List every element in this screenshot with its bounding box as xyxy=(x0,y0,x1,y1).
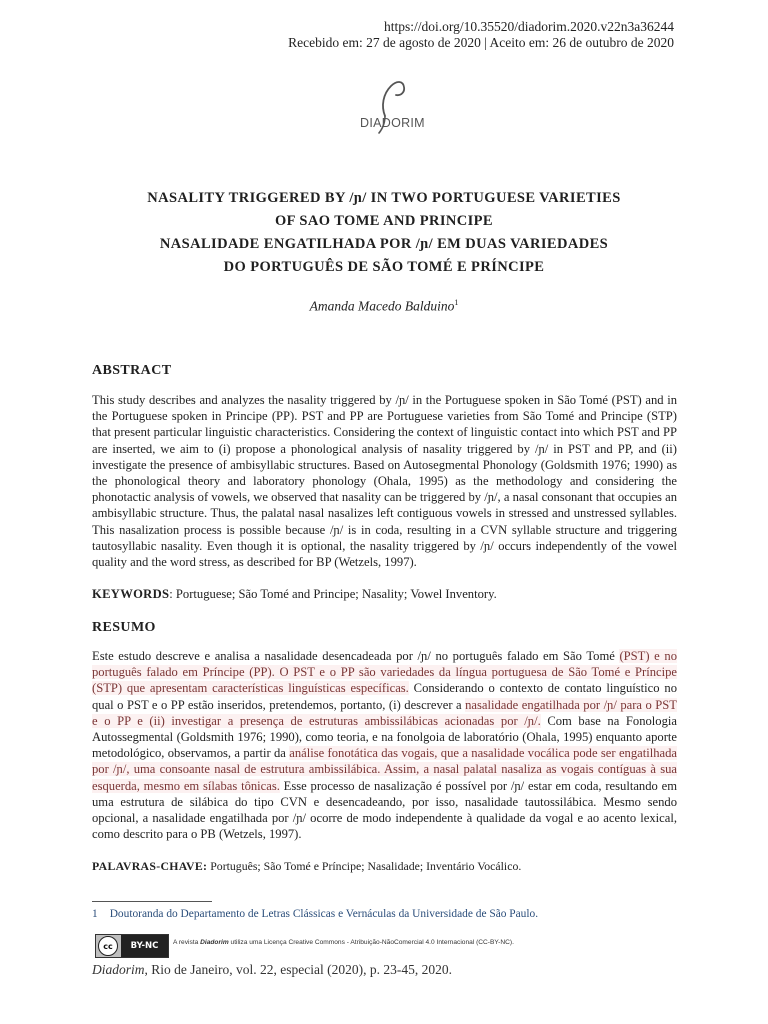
resumo-segment: Com base na Fonologia Autossegmental (Goldsmith 1976; 1990), como teoria, e na fonolgoia de laboratório (Ohala, 1995) enquanto aporte metodológico, observamos, a partir da xyxy=(92,713,677,761)
resumo-segment: Considerando o contexto de contato linguístico no qual o PST e o PP estão inseridos, pretendemos, portanto, (i) descrever a xyxy=(92,681,677,712)
resumo-heading: RESUMO xyxy=(92,620,156,635)
author xyxy=(0,298,768,315)
palavras-chave-list: Português; São Tomé e Príncipe; Nasalidade; Inventário Vocálico. xyxy=(207,859,522,873)
resumo-segment: Este estudo descreve e analisa a nasalidade desencadeada por /ɲ/ no português falado em São Tomé xyxy=(92,649,620,663)
cc-icon: cc xyxy=(98,936,118,956)
footnote xyxy=(92,908,538,920)
title-portuguese-line-1: NASALIDADE ENGATILHADA POR /ɲ/ EM DUAS VARIEDADES xyxy=(159,236,609,252)
title-portuguese-line-2: DO PORTUGUÊS DE SÃO TOMÉ E PRÍNCIPE xyxy=(223,259,545,275)
doi-link[interactable]: https://doi.org/10.35520/diadorim.2020.v22n3a36244 xyxy=(384,19,674,34)
license-text xyxy=(173,939,514,946)
resumo-highlight: análise fonotática das vogais, que a nasalidade vocálica pode ser engatilhada por /ɲ/, uma consoante nasal de estrutura ambissilábica. Assim, a nasal palatal nasaliza as vogais contíguas à sua esquerda, mesmo em sílabas tônicas. xyxy=(92,746,677,793)
title-english-line-2: OF SAO TOME AND PRINCIPE xyxy=(275,213,493,229)
title-english-line-1: NASALITY TRIGGERED BY /ɲ/ IN TWO PORTUGUESE VARIETIES xyxy=(147,190,621,206)
palavras-chave xyxy=(92,859,521,874)
creative-commons-badge[interactable] xyxy=(95,934,169,958)
abstract-text: This study describes and analyzes the nasality triggered by /ɲ/ in the Portuguese spoken in São Tomé (PST) and in the Portuguese spoken in Principe (PP). PST and PP are Portuguese varieties from São Tomé and Principe (STP) that present particular linguistic characteristics. Considering the context of linguistic contact into which PST and PP are inserted, we aim to (i) propose a phonological analysis of nasality triggered by /ɲ/ in PST and PP, and (ii) investigate the presence of ambisyllabic structures. Based on Autosegmental Phonology (Goldsmith 1976; 1990) as the phonological theory and laboratory phonology (Ohala, 1995) as the methodology and considering the phonotactic analysis of vowels, we observed that nasality can be triggered by /ɲ/, a nasal consonant that occupies an ambisyllabic structure. Thus, the palatal nasal nasalizes left contiguous vowels in stressed and unstressed syllables. This nasalization process is possible because /ɲ/ is in coda, resulting in a CVN syllable structure and triggering tautosyllabic nasality. Even though it is optional, the nasality triggered by /ɲ/ occurs independently of the vowel quality and the word stress, as described for BP (Wetzels, 1997). xyxy=(92,393,677,570)
footnote-divider xyxy=(92,901,212,902)
journal-citation xyxy=(92,962,452,978)
logo-wordmark: DIADORIM xyxy=(360,116,425,130)
author-footnote-mark[interactable]: 1 xyxy=(454,298,459,307)
resumo-text xyxy=(92,648,677,842)
resumo-highlight: nasalidade engatilhada por /ɲ/ para o PST e o PP e (ii) investigar a presença de estruturas ambissilábicas acionadas por /ɲ/. xyxy=(92,697,677,728)
resumo-highlight: (PST) e no português falado em Príncipe (PP). O PST e o PP são variedades da língua portuguesa de São Tomé e Príncipe (STP) que apresentam características linguísticas específicas. xyxy=(92,649,677,696)
license-suffix: utiliza uma Licença Creative Commons - Atribuição-NãoComercial 4.0 Internacional (CC-BY-NC). xyxy=(228,939,514,946)
keywords-label: KEYWORDS xyxy=(92,587,170,601)
keywords-list: : Portuguese; São Tomé and Principe; Nasality; Vowel Inventory. xyxy=(169,587,497,601)
citation-details: , Rio de Janeiro, vol. 22, especial (2020), p. 23-45, 2020. xyxy=(144,962,452,977)
cc-badge-label: BY-NC xyxy=(121,935,168,957)
keywords xyxy=(92,587,497,602)
footnote-text: Doutoranda do Departamento de Letras Clássicas e Vernáculas da Universidade de São Paulo. xyxy=(109,908,539,920)
abstract-heading: ABSTRACT xyxy=(92,363,172,378)
palavras-chave-label: PALAVRAS-CHAVE: xyxy=(92,859,208,873)
license-prefix: A revista xyxy=(173,939,201,946)
license-journal: Diadorim xyxy=(200,939,229,946)
citation-journal: Diadorim xyxy=(92,962,145,977)
author-name: Amanda Macedo Balduino xyxy=(309,298,455,314)
footnote-number: 1 xyxy=(92,908,98,920)
received-accepted-dates: Recebido em: 27 de agosto de 2020 | Aceito em: 26 de outubro de 2020 xyxy=(288,35,674,50)
resumo-segment: Esse processo de nasalização é possível por /ɲ/ estar em coda, resultando em uma estrutura de silábica do tipo CVN e desencadeando, por isso, nasalidade tautossilábica. Mesmo sendo opcional, a nasalidade engatilhada por /ɲ/ ocorre de modo independente à qualidade da vogal e ao acento lexical, como descrito para o PB (Wetzels, 1997). xyxy=(92,778,677,842)
